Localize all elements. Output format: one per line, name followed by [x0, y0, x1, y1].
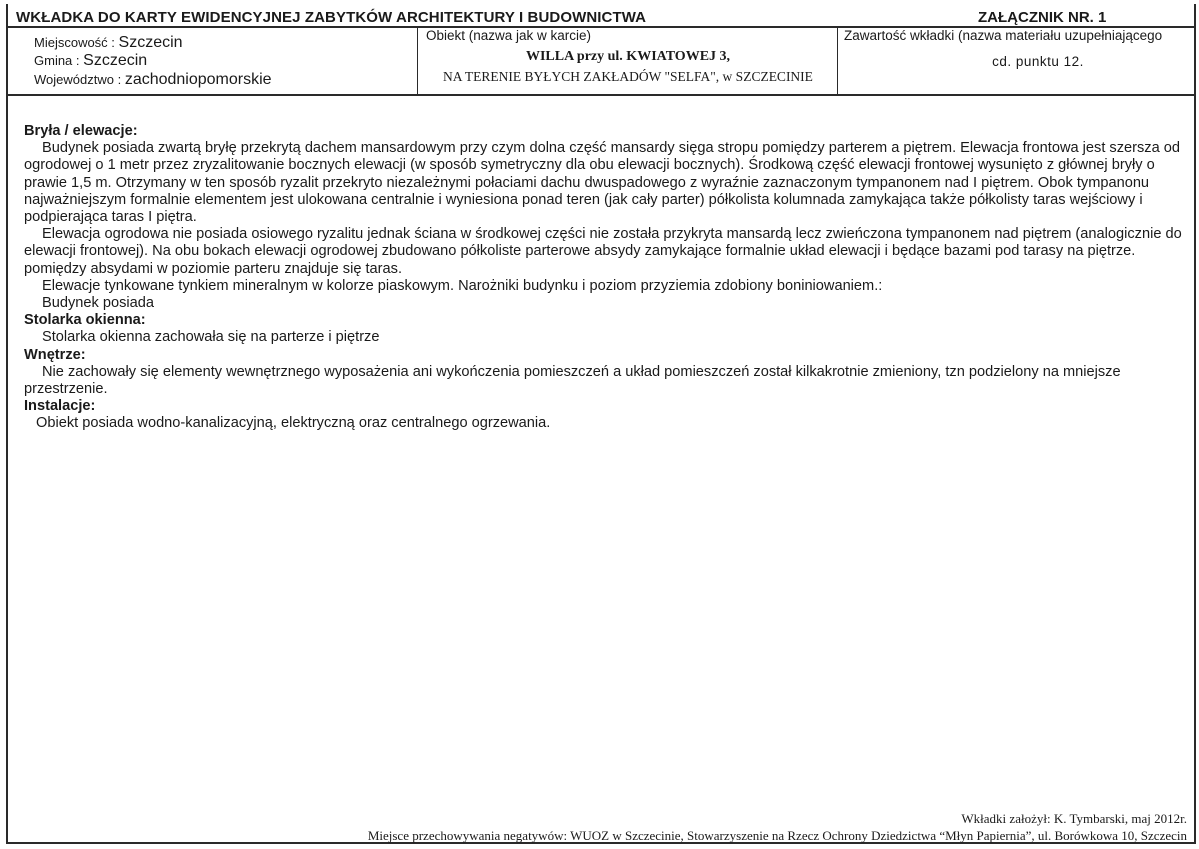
miejscowosc-value: Szczecin	[118, 34, 183, 51]
object-label: Obiekt (nazwa jak w karcie)	[426, 28, 592, 43]
card-title: WKŁADKA DO KARTY EWIDENCYJNEJ ZABYTKÓW ARCHITEKTURY I BUDOWNICTWA	[16, 9, 647, 26]
bryla-paragraph-2: Elewacja ogrodowa nie posiada osiowego ryzalitu jednak ściana w środkowej części nie została przykryta mansardą lecz zwieńczona tympanonem nad piętrem (analogicznie do elewacji frontowej). Na obu bokach elewacji ogrodowej zbudowano półkoliste parterowe absydy zamykające formalnie układ elewacji i będące bazami pod tarasy na piętrze. pomiędzy absydami w poziomie parteru znajduje się taras.	[24, 226, 1182, 277]
contents-label: Zawartość wkładki (nazwa materiału uzupełniającego	[844, 28, 1163, 43]
gmina-label: Gmina :	[34, 53, 80, 68]
miejscowosc-line	[34, 34, 183, 52]
location-cell	[6, 28, 418, 94]
annex-number: ZAŁĄCZNIK NR. 1	[978, 9, 1107, 26]
card-header	[6, 4, 1196, 28]
gmina-value: Szczecin	[83, 52, 148, 69]
contents-cell	[838, 28, 1194, 94]
section-heading-instalacje: Instalacje:	[24, 398, 96, 415]
document-body	[24, 123, 1192, 433]
section-heading-stolarka: Stolarka okienna:	[24, 312, 146, 329]
wojewodztwo-line	[34, 71, 272, 89]
bryla-paragraph-4: Budynek posiada	[42, 295, 154, 312]
footer-author: Wkładki założył: K. Tymbarski, maj 2012r.	[961, 811, 1187, 826]
bryla-paragraph-1: Budynek posiada zwartą bryłę przekrytą dachem mansardowym przy czym dolna część mansardy sięga stropu pomiędzy parterem a piętrem. Elewacja frontowa jest szersza od ogrodowej o 1 metr przez zryzalitowanie bocznych elewacji (w sposób symetryczny dla obu elewacji bocznych). Środkową część elewacji frontowej wysunięto z głównej bryły o prawie 1,5 m. Otrzymany w ten sposób ryzalit przekryto niezależnymi połaciami dachu dwuspadowego z wyraźnie zaznaczonym tympanonem nad I piętrem. Obok tympanonu najważniejszym formalnie elementem jest ulokowana centralnie i wyniesiona ponad teren (jak cały parter) półkolista kolumnada zamykająca także półkolisty taras wejściowy i podpierająca taras I piętra.	[24, 140, 1180, 226]
section-heading-bryla: Bryła / elewacje:	[24, 123, 138, 139]
footer-storage: Miejsce przechowywania negatywów: WUOZ w Szczecinie, Stowarzyszenie na Rzecz Ochrony Dziedzictwa “Młyn Papiernia”, ul. Borówkowa 10, Szczecin	[367, 828, 1187, 843]
wnetrze-paragraph-1: Nie zachowały się elementy wewnętrznego wyposażenia ani wykończenia pomieszczeń a układ pomieszczeń został kilkakrotnie zmieniony, tzn podzielony na mniejsze przestrzenie.	[24, 363, 1121, 398]
gmina-line	[34, 52, 147, 70]
contents-value: cd. punktu 12.	[992, 54, 1084, 69]
object-name-line2: NA TERENIE BYŁYCH ZAKŁADÓW "SELFA", w SZCZECINIE	[443, 69, 813, 84]
miejscowosc-label: Miejscowość :	[34, 35, 115, 50]
section-heading-wnetrze: Wnętrze:	[24, 346, 86, 363]
stolarka-paragraph-1: Stolarka okienna zachowała się na parterze i piętrze	[42, 329, 380, 346]
metadata-row	[6, 28, 1196, 96]
wojewodztwo-label: Województwo :	[34, 72, 122, 87]
object-name-line1: WILLA przy ul. KWIATOWEJ 3,	[525, 49, 731, 64]
object-cell	[418, 28, 838, 94]
bryla-paragraph-3: Elewacje tynkowane tynkiem mineralnym w kolorze piaskowym. Narożniki budynku i poziom przyziemia zdobiony boniniowaniem.:	[42, 277, 883, 294]
instalacje-paragraph-1: Obiekt posiada wodno-kanalizacyjną, elektryczną oraz centralnego ogrzewania.	[36, 415, 551, 432]
wojewodztwo-value: zachodniopomorskie	[124, 71, 272, 88]
